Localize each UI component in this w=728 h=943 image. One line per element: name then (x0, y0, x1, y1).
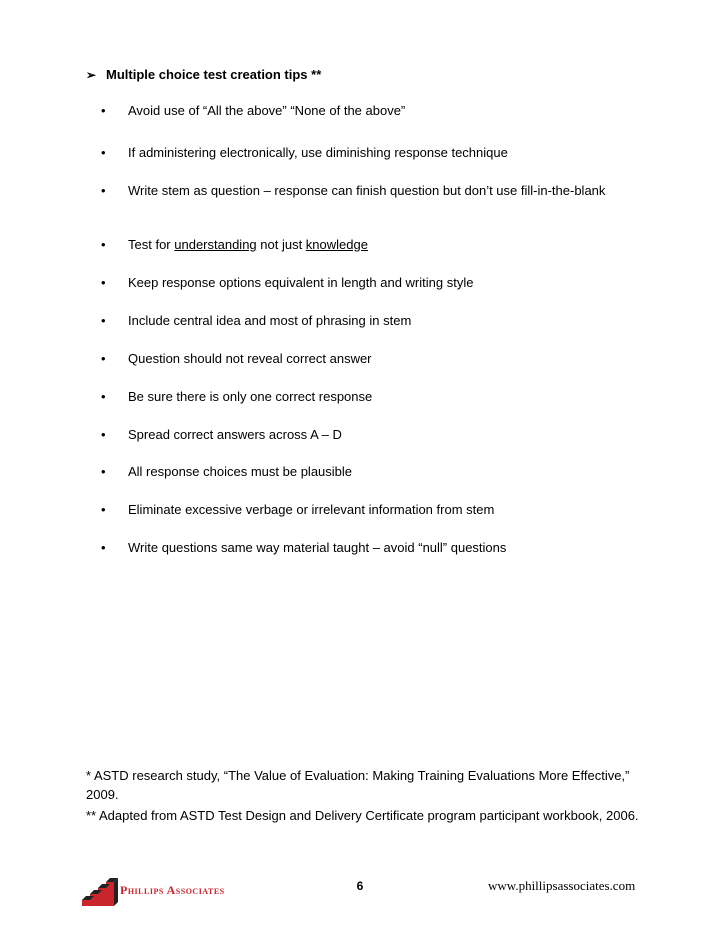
list-item-text: Include central idea and most of phrasing in stem (128, 313, 412, 328)
list-item-text: Spread correct answers across A – D (128, 427, 342, 442)
stairs-logo-icon (80, 870, 120, 910)
bullet-icon: • (101, 183, 106, 198)
website-url: www.phillipsassociates.com (488, 878, 636, 893)
list-item (101, 539, 631, 557)
list-item (101, 501, 631, 519)
list-item-text: If administering electronically, use diminishing response technique (128, 145, 508, 160)
list-item (101, 274, 631, 292)
page-footer (0, 862, 728, 912)
list-item-text: Write stem as question – response can finish question but don’t use fill-in-the-blank (128, 183, 606, 198)
list-item (101, 426, 631, 444)
list-item-text: Eliminate excessive verbage or irrelevant information from stem (128, 502, 495, 517)
list-item-text: All response choices must be plausible (128, 464, 353, 479)
list-item-text (128, 236, 631, 254)
page-number: 6 (356, 879, 364, 893)
bullet-icon: • (101, 389, 106, 404)
list-item (101, 388, 631, 406)
heading-text: Multiple choice test creation tips ** (106, 67, 322, 82)
bullet-icon: • (101, 351, 106, 366)
bullet-icon: • (101, 275, 106, 290)
bullet-icon: • (101, 145, 106, 160)
arrow-bullet-icon: ➢ (86, 67, 97, 82)
list-item-text: Question should not reveal correct answer (128, 351, 372, 366)
section-heading (86, 67, 321, 82)
list-item (101, 312, 631, 330)
bullet-icon: • (101, 313, 106, 328)
list-item (101, 102, 631, 120)
list-item (101, 463, 631, 481)
list-item (101, 182, 631, 200)
footnote: ** Adapted from ASTD Test Design and Delivery Certificate program participant workbook, 2006. (86, 808, 639, 823)
list-item-text: Keep response options equivalent in length and writing style (128, 275, 474, 290)
bullet-icon: • (101, 103, 106, 118)
list-item-text: Avoid use of “All the above” “None of the above” (128, 103, 406, 118)
bullet-icon: • (101, 502, 106, 517)
bullet-icon: • (101, 540, 106, 555)
underlined-term: knowledge (305, 237, 368, 252)
text-segment: not just (256, 237, 306, 252)
bullet-icon: • (101, 464, 106, 479)
list-item (101, 236, 631, 254)
list-item-text: Be sure there is only one correct response (128, 389, 373, 404)
list-item-text: Write questions same way material taught – avoid “null” questions (128, 540, 507, 555)
list-item (101, 350, 631, 368)
company-logo (80, 870, 250, 910)
list-item (101, 144, 631, 162)
logo-text: Phillips Associates (120, 883, 225, 897)
text-segment: Test for (128, 237, 175, 252)
bullet-icon: • (101, 427, 106, 442)
bullet-icon: • (101, 237, 106, 252)
footnote: * ASTD research study, “The Value of Evaluation: Making Training Evaluations More Effective,” 2009. (86, 768, 630, 802)
underlined-term: understanding (174, 237, 257, 252)
